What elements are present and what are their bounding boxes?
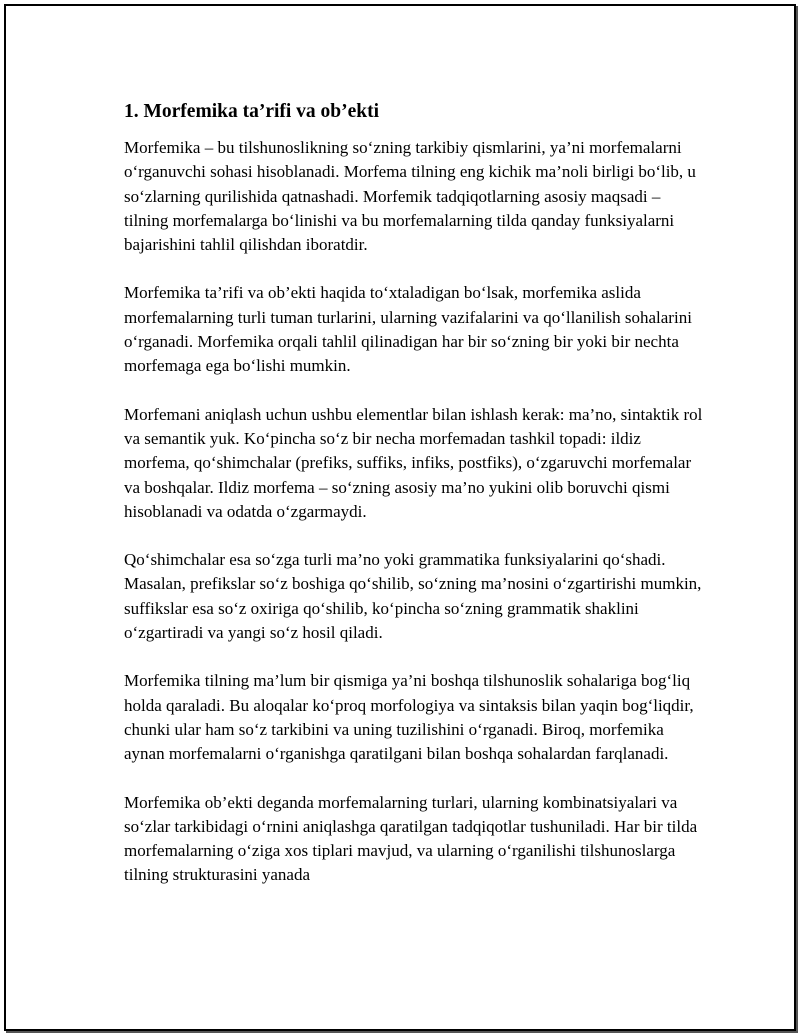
paragraph-1: Morfemika – bu tilshunoslikning so‘zning tarkibiy qismlarini, ya’ni morfemalarni o‘rganuvchi sohasi hisoblanadi. Morfema tilning eng kichik ma’noli birligi bo‘lib, u so‘zlarning qurilishida qatnashadi. Morfemik tadqiqotlarning asosiy maqsadi – tilning morfemalarga bo‘linishi va bu morfemalarning tilda qanday funksiyalarni bajarishini tahlil qilishdan iboratdir.: [124, 138, 696, 255]
section-heading: 1. Morfemika ta’rifi va ob’ekti: [124, 101, 380, 122]
page-frame: [4, 4, 796, 1031]
document-body: [124, 98, 704, 912]
paragraph-3: Morfemani aniqlash uchun ushbu elementlar bilan ishlash kerak: ma’no, sintaktik rol va semantik yuk. Ko‘pincha so‘z bir necha morfemadan tashkil topadi: ildiz morfema, qo‘shimchalar (prefiks, suffiks, infiks, postfiks), o‘zgaruvchi morfemalar va boshqalar. Ildiz morfema – so‘zning asosiy ma’no yukini olib boruvchi qismi hisoblanadi va odatda o‘zgarmaydi.: [124, 404, 703, 521]
paragraph-6: Morfemika ob’ekti deganda morfemalarning turlari, ularning kombinatsiyalari va so‘zlar tarkibidagi o‘rnini aniqlashga qaratilgan tadqiqotlar tushuniladi. Har bir tilda morfemalarning o‘ziga xos tiplari mavjud, va ularning o‘rganilishi tilshunoslarga tilning strukturasini yanada: [124, 792, 698, 885]
paragraph-2: Morfemika ta’rifi va ob’ekti haqida to‘xtaladigan bo‘lsak, morfemika aslida morfemalarning turli tuman turlarini, ularning vazifalarini va qo‘llanilish sohalarini o‘rganadi. Morfemika orqali tahlil qilinadigan har bir so‘zning bir yoki bir nechta morfemaga ega bo‘lishi mumkin.: [124, 283, 692, 376]
paragraph-5: Morfemika tilning ma’lum bir qismiga ya’ni boshqa tilshunoslik sohalariga bog‘liq holda qaraladi. Bu aloqalar ko‘proq morfologiya va sintaksis bilan yaqin bog‘liqdir, chunki ular ham so‘z tarkibini va uning tuzilishini o‘rganadi. Biroq, morfemika aynan morfemalarni o‘rganishga qaratilgani bilan boshqa sohalardan farqlanadi.: [124, 671, 694, 764]
paragraph-4: Qo‘shimchalar esa so‘zga turli ma’no yoki grammatika funksiyalarini qo‘shadi. Masalan, prefikslar so‘z boshiga qo‘shilib, so‘zning ma’nosini o‘zgartirishi mumkin, suffikslar esa so‘z oxiriga qo‘shilib, ko‘pincha so‘zning grammatik shaklini o‘zgartiradi va yangi so‘z hosil qiladi.: [124, 550, 702, 643]
